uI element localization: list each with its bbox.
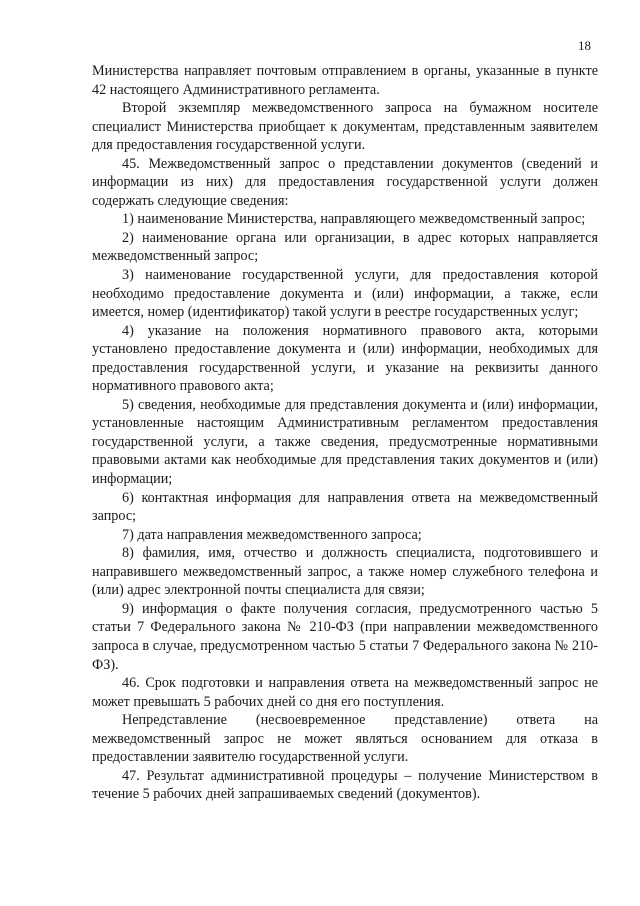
list-item-8: 8) фамилия, имя, отчество и должность специалиста, подготовившего и направившего межведомственный запрос, а также номер служебного телефона и (или) адрес электронной почты специалиста для связи; (92, 545, 598, 599)
list-item-1: 1) наименование Министерства, направляющего межведомственный запрос; (122, 211, 586, 228)
list-item-5: 5) сведения, необходимые для представления документа и (или) информации, установленные настоящим Административным регламентом предоставления государственной услуги, а также сведения, предусмотренные нормативными правовыми актами как необходимые для представления таких документов и (или) информации; (92, 396, 598, 488)
list-item-9: 9) информация о факте получения согласия, предусмотренного частью 5 статьи 7 Федерального закона № 210-ФЗ (при направлении межведомственного запроса в случае, предусмотренном частью 5 статьи 7 Федерального закона № 210-ФЗ). (92, 600, 598, 673)
list-item-3: 3) наименование государственной услуги, для предоставления которой необходимо предоставление документа и (или) информации, а также, если имеется, номер (идентификатор) такой услуги в реестре государственных услуг; (92, 267, 598, 321)
paragraph-46: 46. Срок подготовки и направления ответа на межведомственный запрос не может превышать 5 рабочих дней со дня его поступления. (92, 675, 598, 710)
paragraph-second-copy: Второй экземпляр межведомственного запроса на бумажном носителе специалист Министерства приобщает к документам, представленным заявителем для предоставления государственной услуги. (92, 100, 598, 154)
paragraph-continuation: Министерства направляет почтовым отправлением в органы, указанные в пункте 42 настоящего Административного регламента. (92, 63, 598, 98)
paragraph-47: 47. Результат административной процедуры – получение Министерством в течение 5 рабочих дней запрашиваемых сведений (документов). (92, 767, 598, 803)
list-item-4: 4) указание на положения нормативного правового акта, которыми установлено предоставление документа и (или) информации, необходимых для предоставления государственной услуги, и указание на реквизиты данного нормативного правового акта; (92, 322, 598, 395)
paragraph-45: 45. Межведомственный запрос о представлении документов (сведений и информации из них) для предоставления государственной услуги должен содержать следующие сведения: (92, 155, 598, 209)
paragraph-non-submission: Непредставление (несвоевременное представление) ответа на межведомственный запрос не может являться основанием для отказа в предоставлении заявителю государственной услуги. (92, 712, 598, 766)
list-item-6: 6) контактная информация для направления ответа на межведомственный запрос; (92, 489, 598, 525)
document-body (92, 62, 598, 804)
list-item-7: 7) дата направления межведомственного запроса; (122, 526, 422, 543)
page-number: 18 (578, 38, 591, 53)
list-item-2: 2) наименование органа или организации, в адрес которых направляется межведомственный запрос; (92, 229, 598, 265)
